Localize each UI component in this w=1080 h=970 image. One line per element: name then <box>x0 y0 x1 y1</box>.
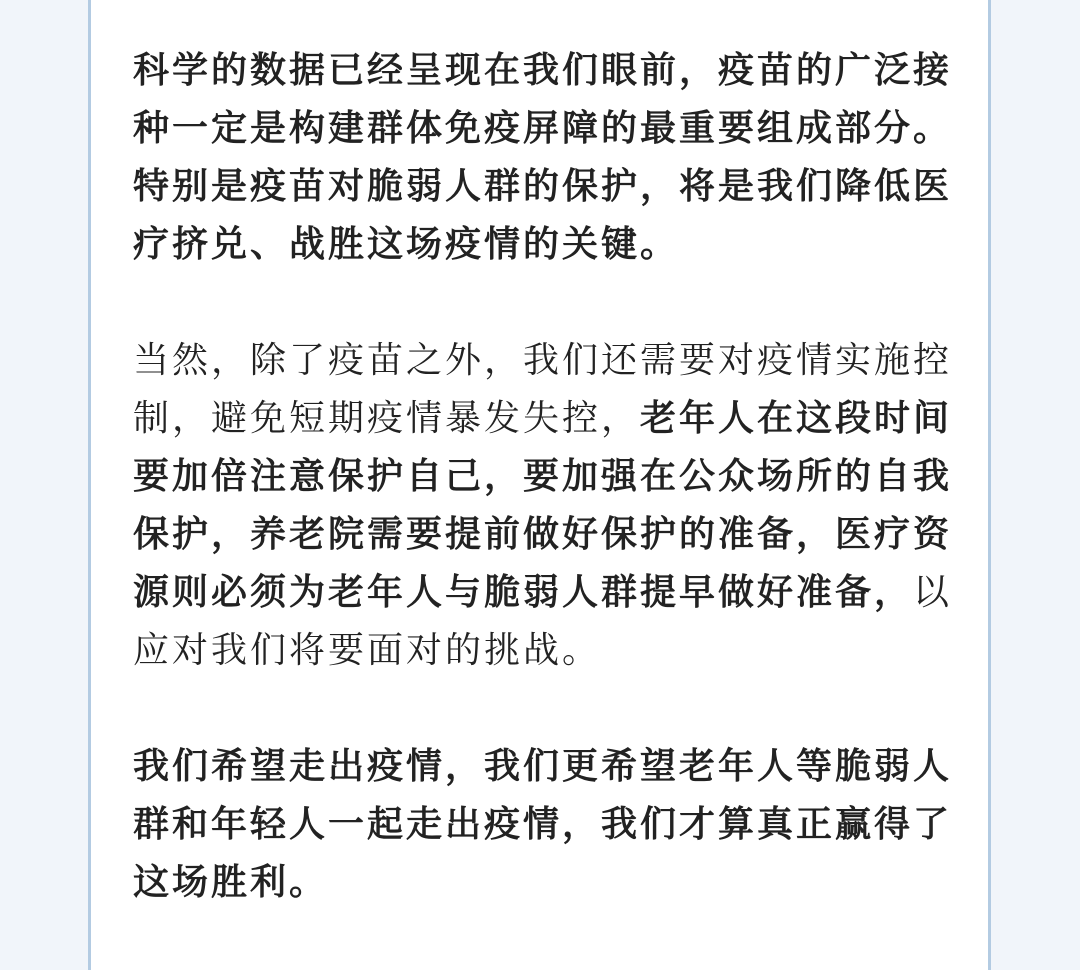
paragraph-1 <box>133 42 963 274</box>
paragraph-3-text: 我们希望走出疫情，我们更希望老年人等脆弱人群和年轻人一起走出疫情，我们才算真正赢得了这场胜利。 <box>133 746 953 903</box>
paragraph-2-text-bold: 老年人在这段时间要加倍注意保护自己，要加强在公众场所的自我保护，养老院需要提前做好保护的准备，医疗资源则必须为老年人与脆弱人群提早做好准备， <box>133 398 953 613</box>
paragraph-2 <box>133 332 963 680</box>
paragraph-2-text-normal-1: 当然，除了疫苗之外，我们还需要对疫情实施控制，避免短期疫情暴发失控， <box>133 340 953 439</box>
paragraph-1-text: 科学的数据已经呈现在我们眼前，疫苗的广泛接种一定是构建群体免疫屏障的最重要组成部分。特别是疫苗对脆弱人群的保护，将是我们降低医疗挤兑、战胜这场疫情的关键。 <box>133 50 953 265</box>
paragraph-2-text-normal-2: 以应对我们将要面对的挑战。 <box>133 572 953 671</box>
article-body <box>133 42 963 912</box>
paragraph-3 <box>133 738 963 912</box>
article-card <box>88 0 991 970</box>
